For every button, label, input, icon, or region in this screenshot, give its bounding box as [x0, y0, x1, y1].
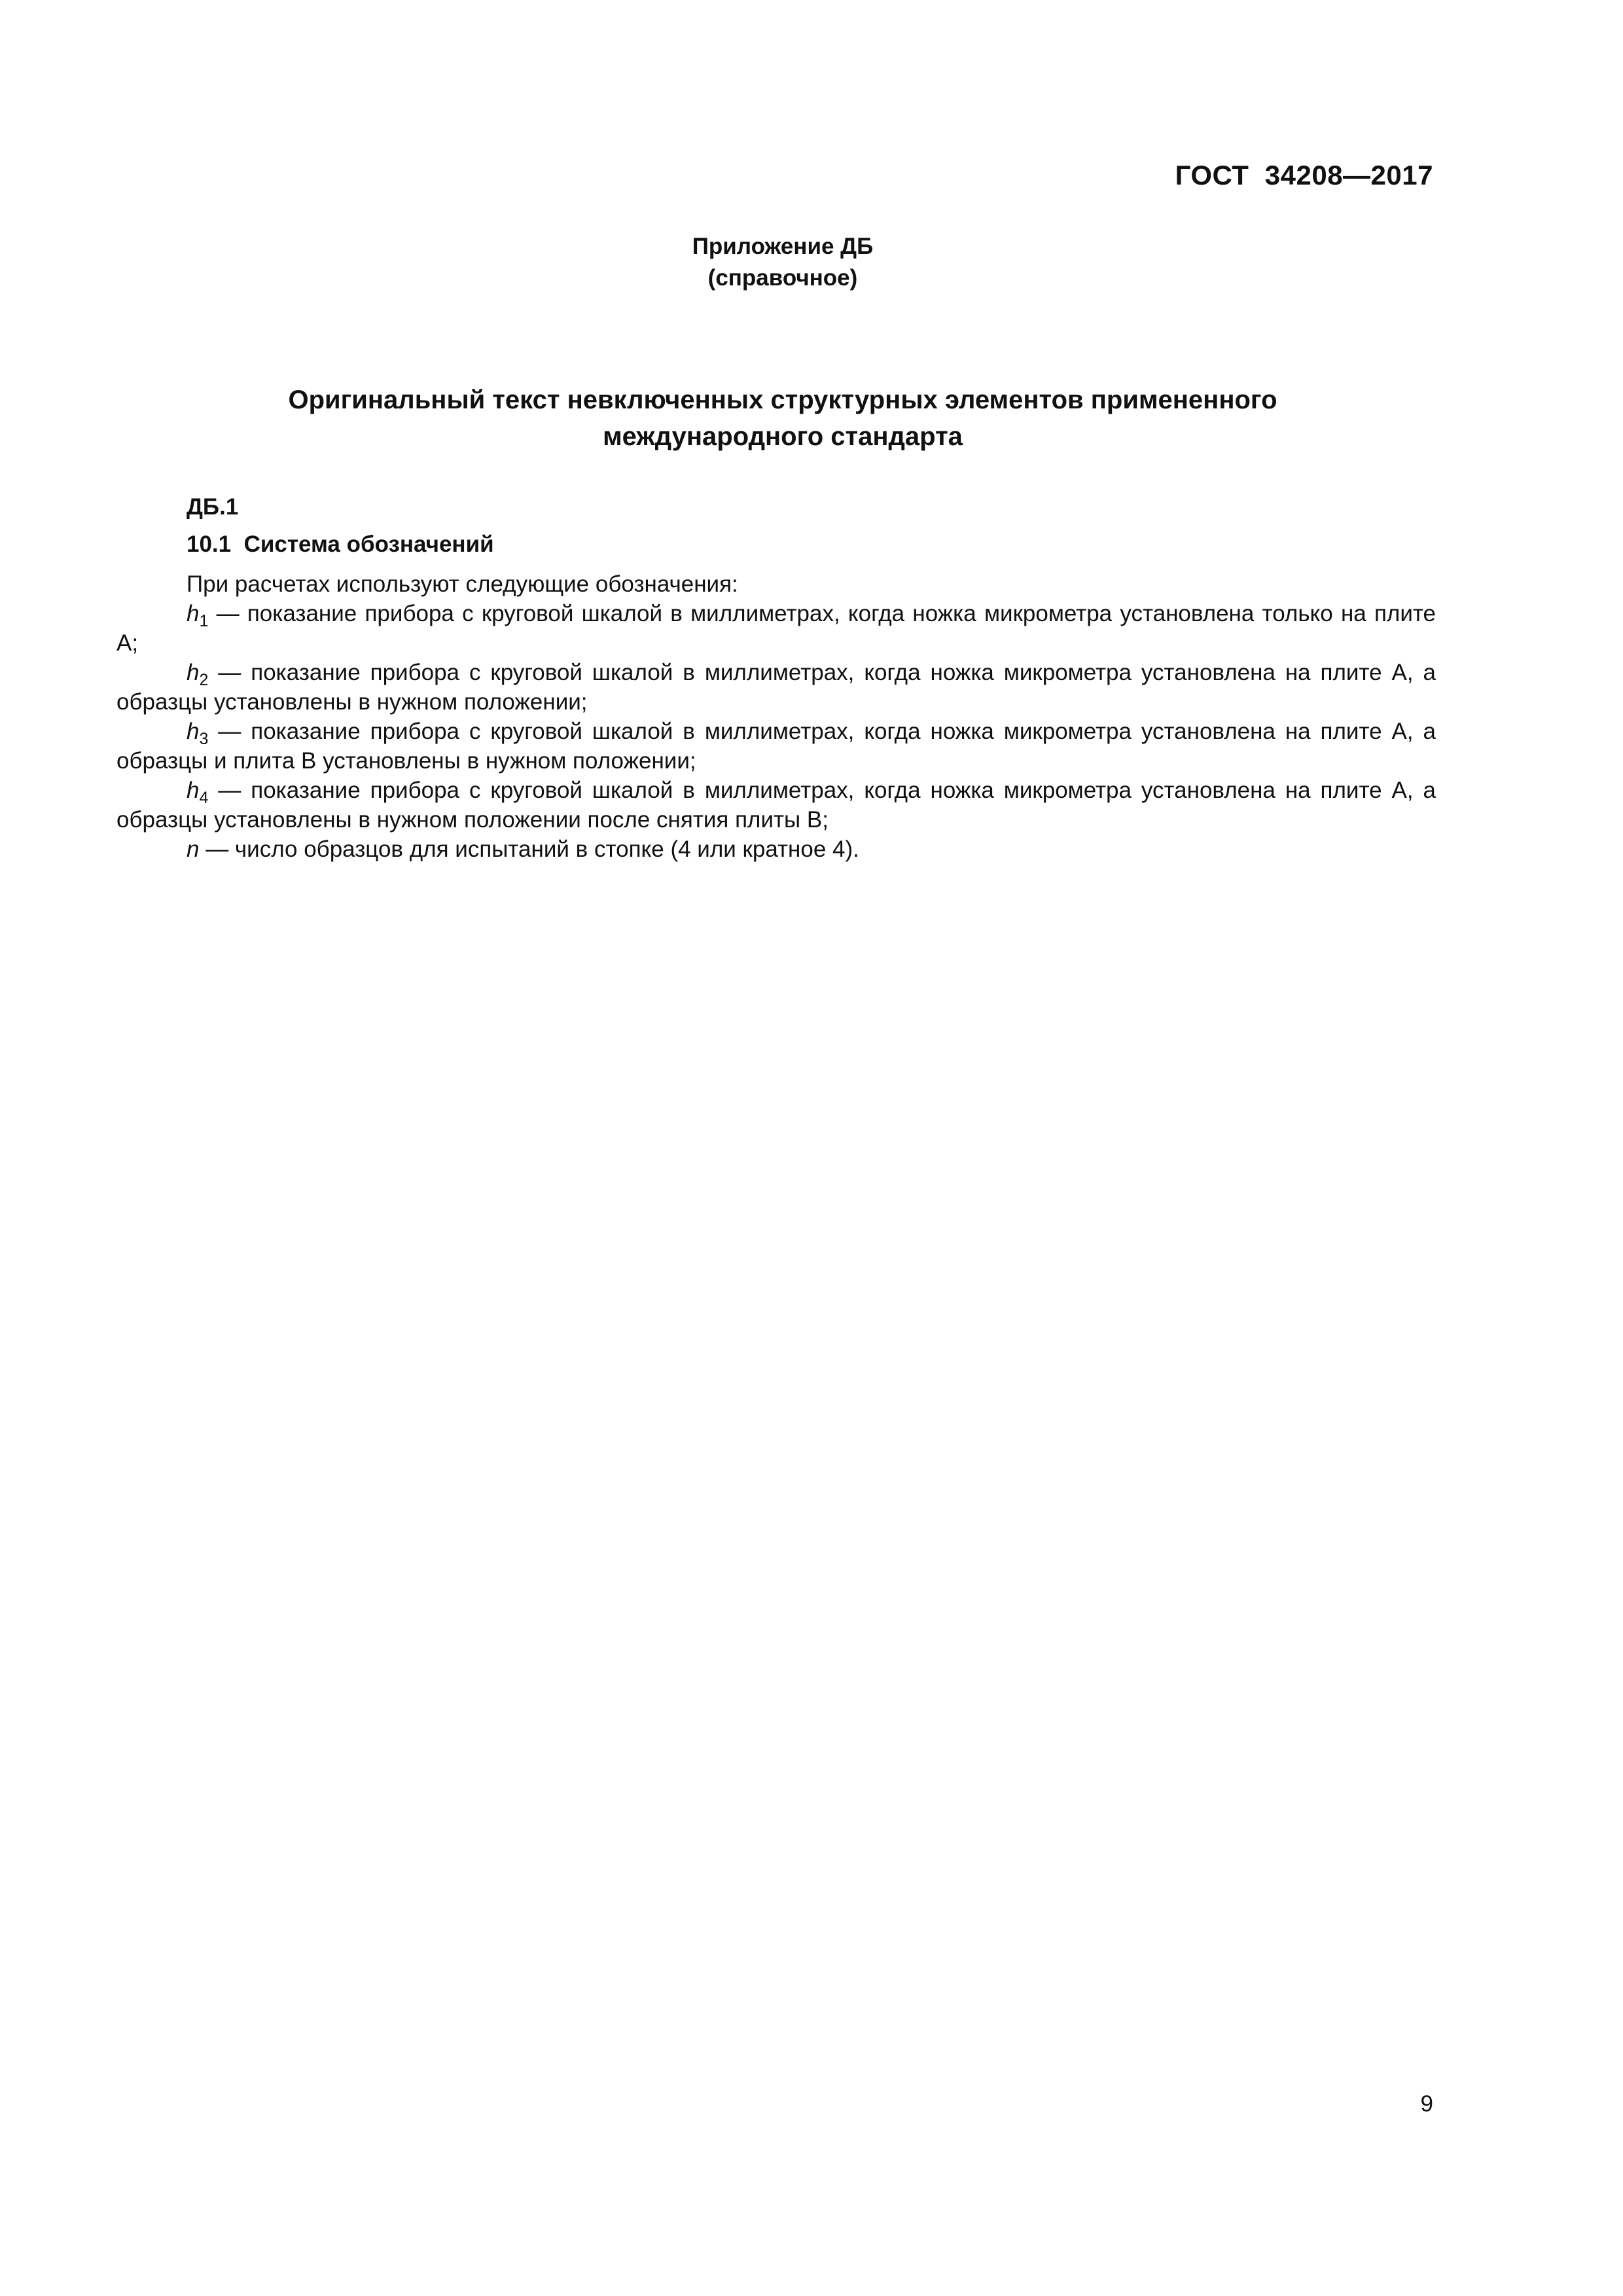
- symbol-subscript: 3: [199, 730, 209, 748]
- symbol-subscript: 1: [199, 612, 209, 630]
- symbol: h: [187, 601, 200, 626]
- page-number: 9: [1420, 2091, 1433, 2117]
- annex-title: [0, 382, 1565, 455]
- symbol: h: [187, 778, 200, 803]
- clause-id: ДБ.1: [187, 494, 239, 520]
- annex-title-line-2: международного стандарта: [603, 422, 963, 451]
- symbol: n: [187, 836, 200, 862]
- symbol-definition: [116, 599, 1436, 658]
- subclause-heading: 10.1 Система обозначений: [187, 531, 494, 557]
- definition-text: — показание прибора с круговой шкалой в миллиметрах, когда ножка микрометра установлена только на плите A;: [116, 601, 1436, 656]
- symbol-definition: [116, 717, 1436, 776]
- symbol-subscript: 4: [199, 789, 209, 807]
- symbol-definition: [116, 776, 1436, 834]
- annex-title-line-1: Оригинальный текст невключенных структурных элементов примененного: [288, 386, 1277, 414]
- document-code: ГОСТ 34208—2017: [1175, 160, 1433, 190]
- definition-text: — число образцов для испытаний в стопке (4 или кратное 4).: [199, 836, 859, 862]
- annex-heading: [0, 231, 1565, 294]
- intro-paragraph: При расчетах используют следующие обозначения:: [187, 571, 738, 597]
- definition-text: — показание прибора с круговой шкалой в миллиметрах, когда ножка микрометра установлена на плите A, а образцы установлены в нужном положении;: [116, 660, 1436, 715]
- definition-text: — показание прибора с круговой шкалой в миллиметрах, когда ножка микрометра установлена на плите A, а образцы и плита B установлены в нужном положении;: [116, 719, 1436, 774]
- symbol-subscript: 2: [199, 671, 209, 689]
- annex-status: (справочное): [707, 265, 858, 291]
- annex-label: Приложение ДБ: [692, 234, 874, 259]
- symbol: h: [187, 719, 200, 744]
- symbol-definition: [116, 834, 1436, 864]
- symbol: h: [187, 660, 200, 685]
- symbol-definition: [116, 658, 1436, 717]
- symbols-text: [116, 569, 1436, 864]
- definition-text: — показание прибора с круговой шкалой в миллиметрах, когда ножка микрометра установлена на плите A, а образцы установлены в нужном положении после снятия плиты B;: [116, 778, 1436, 833]
